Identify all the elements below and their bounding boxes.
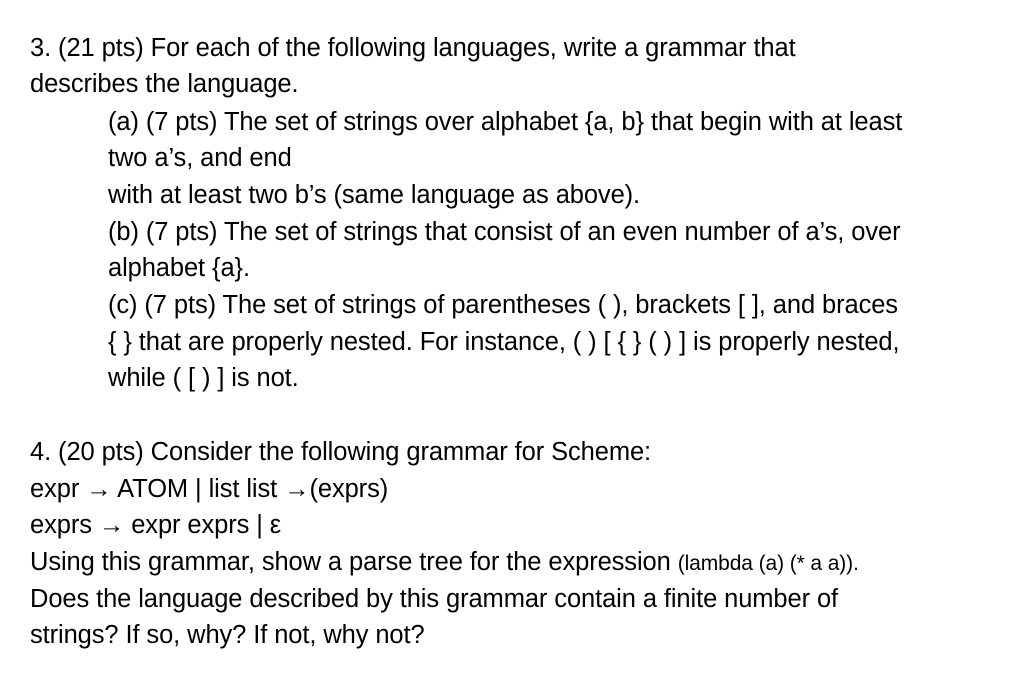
q3a-line3: with at least two b’s (same language as above).: [108, 181, 641, 209]
q3b-line1: (b) (7 pts) The set of strings that consist of an even number of a’s, over: [108, 218, 901, 246]
q3a-line2: two a’s, and end: [108, 144, 292, 172]
q3-heading-line1: 3. (21 pts) For each of the following languages, write a grammar that: [30, 34, 796, 62]
q4-parse-tree-line: [30, 547, 859, 579]
q4-heading: 4. (20 pts) Consider the following grammar for Scheme:: [30, 438, 652, 466]
q4-lambda-expression: (lambda (a) (* a a)).: [677, 552, 859, 575]
q3b-line2: alphabet {a}.: [108, 254, 250, 282]
q3a-line1: (a) (7 pts) The set of strings over alphabet {a, b} that begin with at least: [108, 108, 903, 136]
q4-finite-question-line1: Does the language described by this grammar contain a finite number of: [30, 585, 839, 613]
q3c-line2: { } that are properly nested. For instance, ( ) [ { } ( ) ] is properly nested,: [108, 328, 900, 356]
q3-heading-line2: describes the language.: [30, 70, 299, 98]
q4-finite-question-line2: strings? If so, why? If not, why not?: [30, 621, 425, 649]
q4-parse-tree-text: Using this grammar, show a parse tree for the expression: [30, 548, 678, 576]
q3c-line1: (c) (7 pts) The set of strings of parentheses ( ), brackets [ ], and braces: [108, 291, 898, 319]
q3c-line3: while ( [ ) ] is not.: [108, 364, 299, 392]
q4-grammar-rule1: expr → ATOM | list list →(exprs): [30, 475, 389, 503]
q4-grammar-rule2: exprs → expr exprs | ε: [30, 511, 282, 539]
